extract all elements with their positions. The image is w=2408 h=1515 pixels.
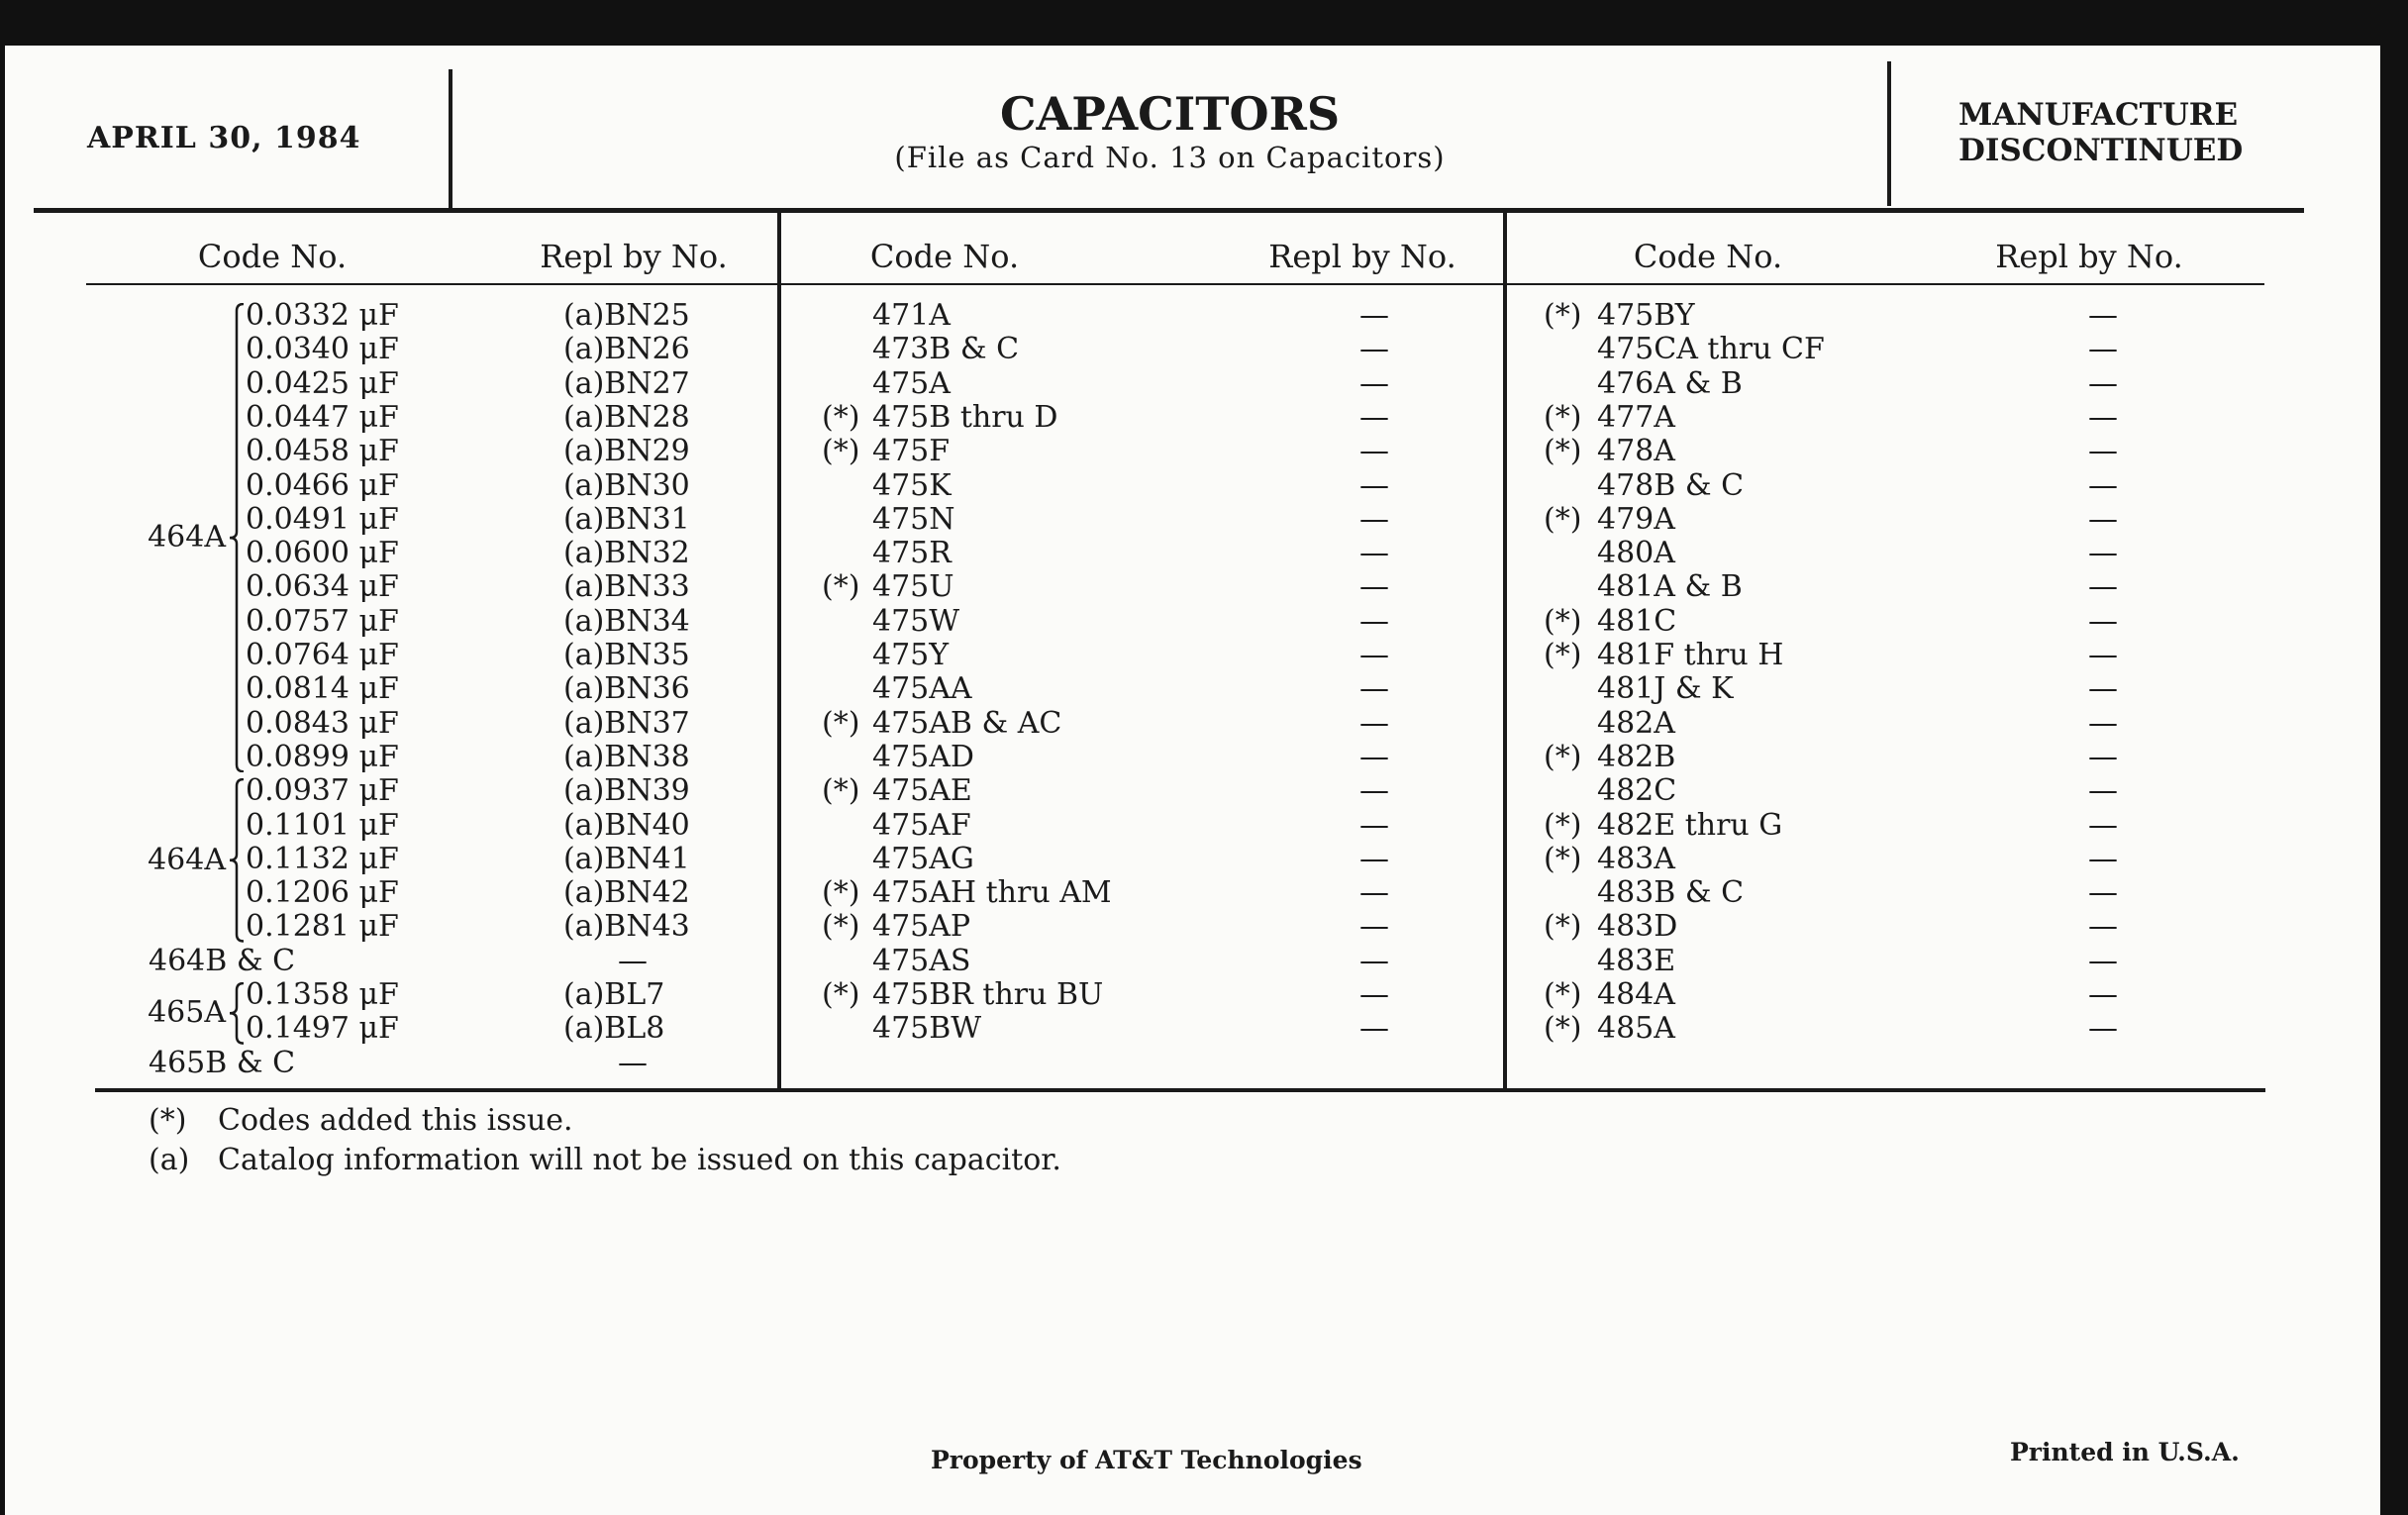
no-replacement-dash: — (1359, 298, 1389, 333)
code-number: 481J & K (1597, 671, 1734, 707)
no-replacement-dash: — (2088, 332, 2118, 367)
capacitance-value: 0.0466 μF (246, 467, 399, 503)
code-number: 475AS (872, 943, 971, 978)
no-replacement-dash: — (1359, 841, 1389, 876)
status-label (1958, 97, 2243, 168)
code-number: 475BY (1597, 298, 1695, 333)
column-header-rule (86, 283, 2264, 285)
code-number: 482C (1597, 773, 1677, 809)
no-replacement-dash: — (2088, 943, 2118, 978)
code-number: 475K (872, 467, 952, 503)
no-replacement-dash: — (2088, 399, 2118, 435)
no-replacement-dash: — (2088, 569, 2118, 605)
code-number: 475AH thru AM (872, 875, 1112, 911)
replacement-code: (a)BN33 (563, 569, 690, 605)
capacitance-value: 0.1497 μF (246, 1011, 399, 1047)
no-replacement-dash: — (2088, 1011, 2118, 1047)
code-number: 479A (1597, 501, 1675, 537)
replacement-code: (a)BN27 (563, 365, 690, 401)
issue-date: APRIL 30, 1984 (87, 121, 361, 155)
no-replacement-dash: — (2088, 365, 2118, 401)
capacitance-value: 0.0937 μF (246, 773, 399, 809)
no-replacement-dash: — (2088, 909, 2118, 945)
code-number: 475F (872, 434, 951, 469)
code-number: 475AG (872, 841, 974, 876)
no-replacement-dash: — (1359, 671, 1389, 707)
capacitance-value: 0.0491 μF (246, 501, 399, 537)
code-number: 481F thru H (1597, 638, 1784, 672)
code-number: 475AA (872, 671, 972, 707)
col2-header-repl: Repl by No. (1268, 238, 1456, 275)
no-replacement-dash: — (2088, 536, 2118, 571)
code-number: 485A (1597, 1011, 1675, 1047)
code-number: 481C (1597, 603, 1677, 639)
code-number: 473B & C (872, 332, 1020, 367)
no-replacement-dash: — (1359, 705, 1389, 741)
no-replacement-dash: — (2088, 434, 2118, 469)
replacement-code: (a)BN34 (563, 603, 690, 639)
code-number: 482A (1597, 705, 1675, 741)
added-flag: (*) (822, 977, 860, 1012)
status-line-2: DISCONTINUED (1958, 133, 2244, 168)
replacement-code: (a)BN31 (563, 501, 690, 537)
code-number: 475W (872, 603, 960, 639)
no-replacement-dash: — (2088, 875, 2118, 911)
added-flag: (*) (1544, 739, 1582, 774)
footnote-catalog (149, 1143, 1061, 1177)
replacement-code: (a)BN28 (563, 399, 690, 435)
added-flag: (*) (1544, 603, 1582, 639)
replacement-code: (a)BL8 (563, 1011, 665, 1047)
added-flag: (*) (1544, 909, 1582, 945)
no-replacement-dash: — (1359, 434, 1389, 469)
added-flag: (*) (1544, 977, 1582, 1012)
no-replacement-dash: — (1359, 501, 1389, 537)
no-replacement-dash: — (1359, 773, 1389, 809)
code-number: 475AB & AC (872, 705, 1062, 741)
replacement-code: (a)BN38 (563, 739, 690, 774)
code-number: 475Y (872, 638, 950, 672)
no-replacement-dash: — (2088, 671, 2118, 707)
code-number: 464B & C (149, 943, 296, 978)
code-number: 475CA thru CF (1597, 332, 1825, 367)
capacitance-value: 0.1132 μF (246, 841, 399, 876)
brace-icon (228, 303, 248, 772)
capacitance-value: 0.0843 μF (246, 705, 399, 741)
no-replacement-dash: — (2088, 705, 2118, 741)
capacitance-value: 0.0600 μF (246, 536, 399, 571)
brace-icon (228, 778, 248, 943)
code-number: 475AF (872, 807, 971, 843)
no-replacement-dash: — (1359, 332, 1389, 367)
replacement-code: (a)BN32 (563, 536, 690, 571)
capacitance-value: 0.0340 μF (246, 332, 399, 367)
capacitance-value: 0.0634 μF (246, 569, 399, 605)
code-number: 475AP (872, 909, 971, 945)
no-replacement-dash: — (1359, 807, 1389, 843)
group-code-label: 464A (148, 842, 226, 877)
no-replacement-dash: — (1359, 739, 1389, 774)
no-replacement-dash: — (2088, 739, 2118, 774)
footnote-mark: (a) (149, 1143, 190, 1177)
added-flag: (*) (1544, 1011, 1582, 1047)
replacement-code: (a)BN30 (563, 467, 690, 503)
replacement-code: (a)BN36 (563, 671, 690, 707)
added-flag: (*) (1544, 298, 1582, 333)
page-title: CAPACITORS (999, 87, 1341, 141)
no-replacement-dash: — (1359, 1011, 1389, 1047)
header-rule (34, 208, 2304, 213)
code-number: 480A (1597, 536, 1675, 571)
no-replacement-dash: — (1359, 875, 1389, 911)
added-flag: (*) (1544, 807, 1582, 843)
footnote-mark: (*) (149, 1103, 187, 1138)
added-flag: (*) (1544, 501, 1582, 537)
status-line-1: MANUFACTURE (1958, 97, 2239, 133)
no-replacement-dash: — (1359, 467, 1389, 503)
col3-header-repl: Repl by No. (1995, 238, 2183, 275)
capacitance-value: 0.0425 μF (246, 365, 399, 401)
code-number: 481A & B (1597, 569, 1743, 605)
col3-header-code: Code No. (1633, 238, 1783, 275)
no-replacement-dash: — (2088, 298, 2118, 333)
no-replacement-dash: — (1359, 638, 1389, 672)
no-replacement-dash: — (618, 943, 648, 978)
added-flag: (*) (1544, 841, 1582, 876)
capacitance-value: 0.0757 μF (246, 603, 399, 639)
code-number: 465B & C (149, 1045, 296, 1080)
capacitance-value: 0.1281 μF (246, 909, 399, 945)
no-replacement-dash: — (1359, 977, 1389, 1012)
code-number: 483A (1597, 841, 1675, 876)
capacitance-value: 0.0814 μF (246, 671, 399, 707)
added-flag: (*) (1544, 399, 1582, 435)
added-flag: (*) (822, 399, 860, 435)
capacitance-value: 0.0458 μF (246, 434, 399, 469)
no-replacement-dash: — (2088, 807, 2118, 843)
code-number: 483D (1597, 909, 1678, 945)
code-number: 475BR thru BU (872, 977, 1104, 1012)
printed-notice: Printed in U.S.A. (2010, 1438, 2240, 1466)
added-flag: (*) (1544, 434, 1582, 469)
replacement-code: (a)BN41 (563, 841, 690, 876)
no-replacement-dash: — (2088, 603, 2118, 639)
page-subtitle: (File as Card No. 13 on Capacitors) (894, 141, 1446, 174)
code-number: 475BW (872, 1011, 982, 1047)
replacement-code: (a)BN42 (563, 875, 690, 911)
table-bottom-rule (95, 1088, 2265, 1092)
code-number: 483B & C (1597, 875, 1745, 911)
replacement-code: (a)BL7 (563, 977, 665, 1012)
group-code-label: 464A (148, 520, 226, 556)
no-replacement-dash: — (1359, 399, 1389, 435)
no-replacement-dash: — (618, 1045, 648, 1080)
no-replacement-dash: — (1359, 943, 1389, 978)
code-number: 475R (872, 536, 952, 571)
capacitance-value: 0.0764 μF (246, 638, 399, 672)
no-replacement-dash: — (1359, 569, 1389, 605)
added-flag: (*) (822, 875, 860, 911)
no-replacement-dash: — (2088, 638, 2118, 672)
capacitance-value: 0.0899 μF (246, 739, 399, 774)
added-flag: (*) (822, 705, 860, 741)
replacement-code: (a)BN29 (563, 434, 690, 469)
replacement-code: (a)BN37 (563, 705, 690, 741)
code-number: 475B thru D (872, 399, 1058, 435)
code-number: 475AE (872, 773, 972, 809)
code-number: 477A (1597, 399, 1675, 435)
code-number: 471A (872, 298, 951, 333)
no-replacement-dash: — (2088, 977, 2118, 1012)
replacement-code: (a)BN25 (563, 298, 690, 333)
capacitance-value: 0.0332 μF (246, 298, 399, 333)
code-number: 475A (872, 365, 951, 401)
no-replacement-dash: — (2088, 501, 2118, 537)
code-number: 475N (872, 501, 955, 537)
property-notice: Property of AT&T Technologies (931, 1446, 1362, 1474)
column-divider-1 (777, 210, 781, 1091)
added-flag: (*) (822, 569, 860, 605)
group-code-label: 465A (148, 995, 226, 1031)
code-number: 475AD (872, 739, 974, 774)
replacement-code: (a)BN39 (563, 773, 690, 809)
capacitance-value: 0.1101 μF (246, 807, 399, 843)
footnote-text: Codes added this issue. (218, 1103, 573, 1138)
code-number: 482E thru G (1597, 807, 1783, 843)
no-replacement-dash: — (1359, 365, 1389, 401)
header-divider-right (1887, 61, 1891, 206)
no-replacement-dash: — (1359, 909, 1389, 945)
replacement-code: (a)BN26 (563, 332, 690, 367)
added-flag: (*) (822, 773, 860, 809)
brace-icon (228, 982, 248, 1045)
col1-header-repl: Repl by No. (540, 238, 728, 275)
no-replacement-dash: — (2088, 467, 2118, 503)
code-number: 484A (1597, 977, 1675, 1012)
no-replacement-dash: — (2088, 773, 2118, 809)
code-number: 478A (1597, 434, 1675, 469)
replacement-code: (a)BN43 (563, 909, 690, 945)
no-replacement-dash: — (1359, 536, 1389, 571)
added-flag: (*) (1544, 638, 1582, 672)
col2-header-code: Code No. (869, 238, 1020, 275)
footnote-added (149, 1103, 573, 1138)
added-flag: (*) (822, 909, 860, 945)
footnote-text: Catalog information will not be issued on this capacitor. (218, 1143, 1061, 1177)
code-number: 483E (1597, 943, 1676, 978)
capacitance-value: 0.1206 μF (246, 875, 399, 911)
col1-header-code: Code No. (197, 238, 348, 275)
capacitance-value: 0.0447 μF (246, 399, 399, 435)
code-number: 482B (1597, 739, 1676, 774)
code-number: 476A & B (1597, 365, 1743, 401)
code-number: 475U (872, 569, 954, 605)
capacitance-value: 0.1358 μF (246, 977, 399, 1012)
no-replacement-dash: — (2088, 841, 2118, 876)
code-number: 478B & C (1597, 467, 1745, 503)
replacement-code: (a)BN35 (563, 638, 690, 672)
replacement-code: (a)BN40 (563, 807, 690, 843)
added-flag: (*) (822, 434, 860, 469)
no-replacement-dash: — (1359, 603, 1389, 639)
column-divider-2 (1503, 210, 1507, 1091)
